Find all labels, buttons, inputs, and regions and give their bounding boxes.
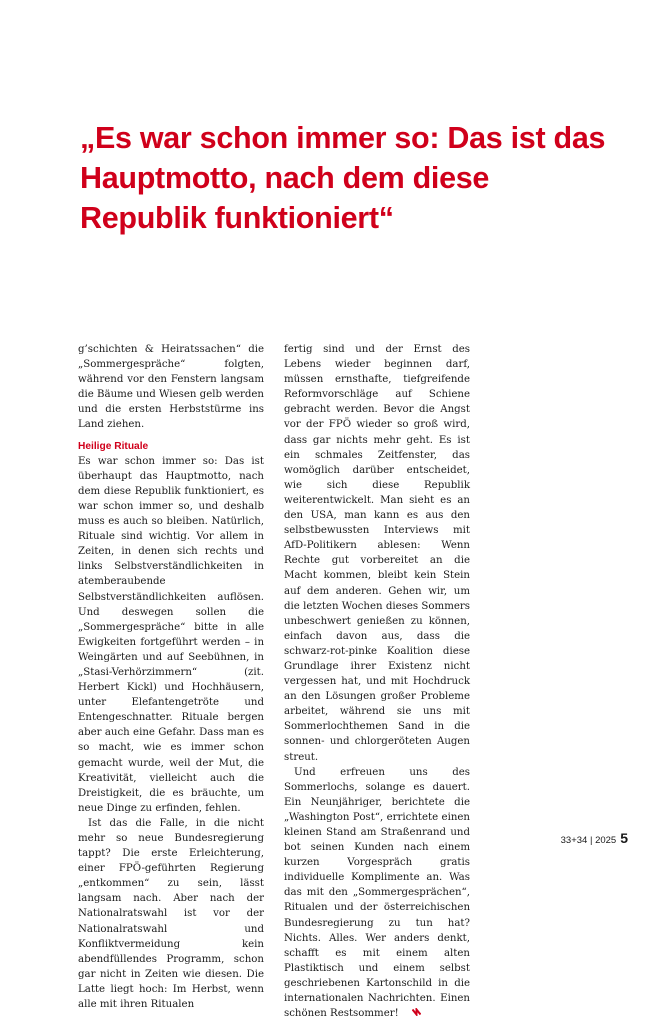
paragraph: g’schichten & Heiratssachen“ die „Sommergespräche“ folgten, während vor den Fenstern langsam die Bäume und Wiesen gelb werden und die ersten Herbststürme ins Land ziehen. — [78, 344, 264, 431]
paragraph: fertig sind und der Ernst des Lebens wieder beginnen darf, müssen ernsthafte, tiefgreifende Reformvorschläge auf Schiene gebracht werden. Bevor die Angst vor der FPÖ wieder so groß wird, dass gar nichts mehr geht. Es ist ein schmales Zeitfenster, das womöglich darüber entscheidet, wie sich diese Republik weiterentwickelt. Man sieht es an den USA, man kann es aus den selbstbewussten Interviews mit AfD-Politikern ablesen: Wenn Rechte gut vorbereitet an die Macht kommen, bleibt kein Stein auf dem anderen. Gehen wir, um die letzten Wochen dieses Sommers unbeschwert genießen zu können, einfach davon aus, dass die schwarz-rot-pinke Koalition diese Grundlage ihrer Existenz nicht vergessen hat, und mit Hochdruck an den Lösungen großer Probleme arbeitet, während sie uns mit Sommerlochthemen Sand in die sonnen- und chlorgeröteten Augen streut. — [284, 344, 470, 763]
paragraph-final — [284, 765, 470, 1021]
paragraph: Es war schon immer so: Das ist überhaupt das Hauptmotto, nach dem diese Republik funktioniert, es war schon immer so, und deshalb muss es auch so bleiben. Natürlich, Rituale sind wichtig. Vor allem in Zeiten, in denen sich rechts und links Selbstverständlichkeiten in atemberaubende Selbstverständlichkeiten auflösen. Und deswegen sollen die „Sommergespräche“ bitte in alle Ewigkeiten fortgeführt werden – in Weingärten und auf Seebühnen, in „Stasi-Verhörzimmern“ (zit. Herbert Kickl) und Hochhäusern, unter Elefantengetröte und Entengeschnatter. Rituale bergen aber auch eine Gefahr. Dass man es so macht, wie es immer schon gemacht wurde, weil der Mut, die Kreativität, vielleicht auch die Dreistigkeit, die es bräuchte, um neue Dinge zu erfinden, fehlen. — [78, 455, 264, 814]
pull-quote: „Es war schon immer so: Das ist das Hauptmotto, nach dem diese Republik funktioniert“ — [80, 121, 606, 235]
page-footer — [561, 830, 628, 846]
section-heading: Heilige Rituale — [78, 440, 149, 452]
end-of-article-icon — [402, 1006, 421, 1021]
paragraph-text: Und erfreuen uns des Sommerlochs, solange es dauert. Ein Neunjähriger, berichtete die „Washington Post“, errichtete einen kleinen Stand am Straßenrand und bot seinen Kunden nach einem kurzen Vorgespräch gratis individuelle Komplimente an. Was das mit den „Sommergesprächen“, Ritualen und der österreichischen Bundesregierung zu tun hat? Nichts. Alles. Wer anders denkt, schafft es mit einem alten Plastiktisch und einem selbst geschriebenen Kartonschild in die internationalen Nachrichten. Einen schönen Restsommer! — [284, 766, 470, 1020]
paragraph: Ist das die Falle, in die nicht mehr so neue Bundesregierung tappt? Die erste Erleichterung, einer FPÖ-geführten Regierung „entkommen“ zu sein, lässt langsam nach. Aber nach der Nationalratswahl ist vor der Nationalratswahl und Konfliktvermeidung kein abendfüllendes Programm, schon gar nicht in Zeiten wie diesen. Die Latte liegt hoch: Im Herbst, wenn alle mit ihren Ritualen — [78, 817, 264, 1011]
article-column-right — [284, 342, 470, 1021]
article-column-left — [78, 342, 264, 1012]
issue-number: 33+34 | 2025 — [560, 835, 617, 846]
page-number: 5 — [620, 830, 628, 846]
